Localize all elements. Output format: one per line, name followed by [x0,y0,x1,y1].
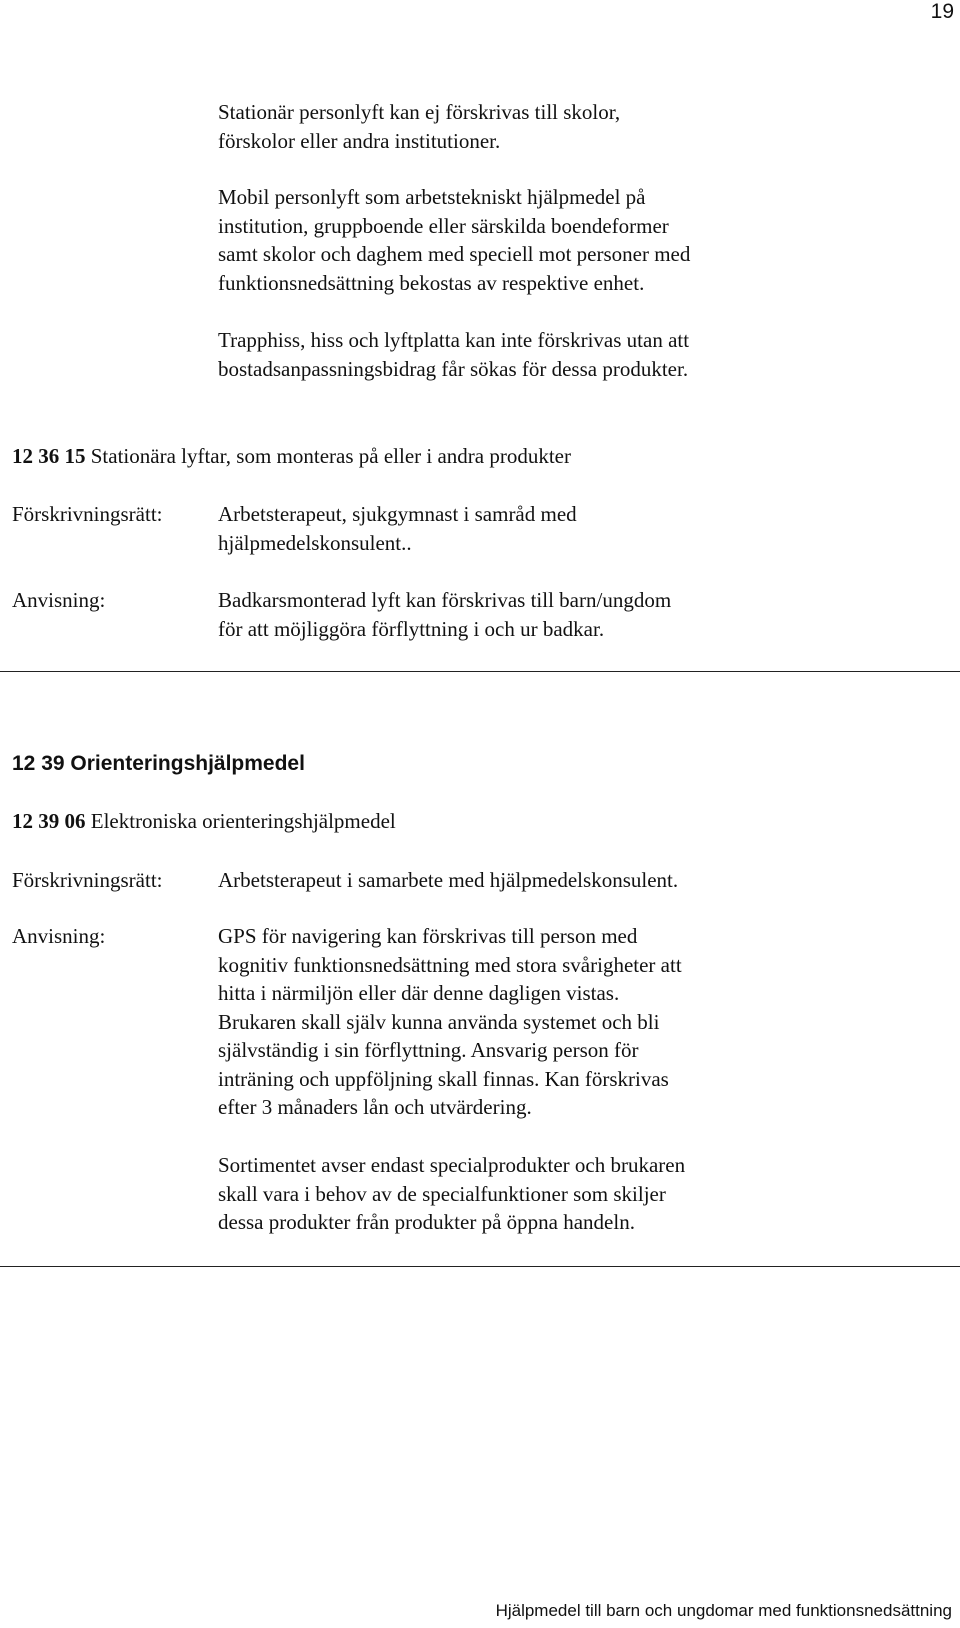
prescription-value: Arbetsterapeut, sjukgymnast i samråd med hjälpmedelskonsulent.. [218,502,577,555]
page-number: 19 [930,0,954,23]
intro-paragraph-1: Stationär personlyft kan ej förskrivas till skolor, förskolor eller andra institutioner. [218,100,621,153]
guidance-value-continued: Sortimentet avser endast specialprodukter och brukaren skall vara i behov av de specialfunktioner som skiljer dessa produkter från produkter på öppna handeln. [218,1153,686,1234]
item-title: Elektroniska orienteringshjälpmedel [90,809,396,833]
section-divider [0,1266,960,1267]
item-code: 12 36 15 [12,444,86,468]
prescription-value: Arbetsterapeut i samarbete med hjälpmedelskonsulent. [218,868,679,892]
item-heading-123615 [12,442,571,471]
intro-paragraph-2: Mobil personlyft som arbetstekniskt hjälpmedel på institution, gruppboende eller särskilda boendeformer samt skolor och daghem med speciell mot personer med funktionsnedsättning bekostas av respektive enhet. [218,185,691,295]
section-heading: 12 39 Orienteringshjälpmedel [12,752,305,775]
item-heading-123906 [12,807,396,836]
prescription-label: Förskrivningsrätt: [12,868,163,892]
item-code: 12 39 06 [12,809,86,833]
guidance-value: GPS för navigering kan förskrivas till person med kognitiv funktionsnedsättning med stora svårigheter att hitta i närmiljön eller där denne dagligen vistas. Brukaren skall själv kunna använda systemet och bli självständig i sin förflyttning. Ansvarig person för inträning och uppföljning skall finnas. Kan förskrivas efter 3 månaders lån och utvärdering. [218,924,682,1119]
footer-text: Hjälpmedel till barn och ungdomar med funktionsnedsättning [495,1601,952,1620]
item-title: Stationära lyftar, som monteras på eller i andra produkter [90,444,571,468]
section-divider [0,671,960,672]
guidance-label: Anvisning: [12,924,106,948]
guidance-value: Badkarsmonterad lyft kan förskrivas till barn/ungdom för att möjliggöra förflyttning i och ur badkar. [218,588,672,641]
guidance-label: Anvisning: [12,588,106,612]
prescription-label: Förskrivningsrätt: [12,502,163,526]
intro-paragraph-3: Trapphiss, hiss och lyftplatta kan inte förskrivas utan att bostadsanpassningsbidrag får sökas för dessa produkter. [218,328,690,381]
